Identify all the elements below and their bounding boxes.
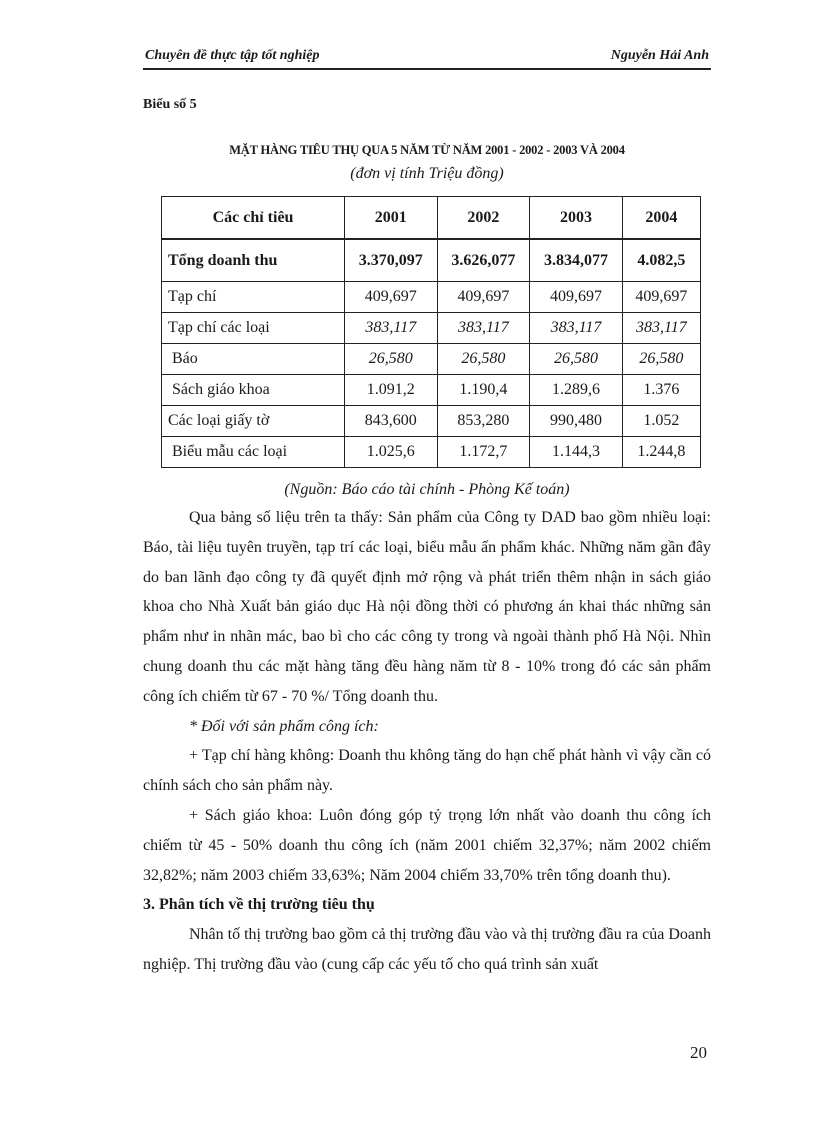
paragraph: * Đối với sản phẩm công ích:	[189, 717, 379, 735]
cell-value: 1.052	[622, 406, 700, 437]
cell-value: 26,580	[437, 344, 530, 375]
cell-value: 1.025,6	[345, 437, 438, 468]
figure-label: Biểu số 5	[143, 97, 197, 112]
cell-value: 26,580	[530, 344, 623, 375]
table-row	[162, 375, 701, 406]
row-label: Báo	[162, 344, 345, 375]
column-header: 2001	[345, 197, 438, 240]
table-row	[162, 313, 701, 344]
table-row	[162, 282, 701, 313]
cell-value: 1.289,6	[530, 375, 623, 406]
cell-value: 3.626,077	[437, 239, 530, 282]
paragraph: + Sách giáo khoa: Luôn đóng góp tỷ trọng lớn nhất vào doanh thu công ích chiếm từ 45 - 50% doanh thu công ích (năm 2001 chiếm 32,37%; năm 2002 chiếm 32,82%; năm 2003 chiếm 33,63%; Năm 2004 chiếm 33,70% trên tổng doanh thu).	[143, 806, 711, 884]
cell-value: 1.091,2	[345, 375, 438, 406]
cell-value: 383,117	[622, 313, 700, 344]
cell-value: 4.082,5	[622, 239, 700, 282]
header-title: Chuyên đề thực tập tốt nghiệp	[145, 48, 320, 63]
cell-value: 26,580	[345, 344, 438, 375]
cell-value: 383,117	[530, 313, 623, 344]
table-header-row	[162, 197, 701, 240]
table-unit: (đơn vị tính Triệu đồng)	[350, 165, 504, 182]
cell-value: 1.190,4	[437, 375, 530, 406]
section-heading: 3. Phân tích về thị trường tiêu thụ	[143, 896, 375, 914]
column-header: Các chỉ tiêu	[162, 197, 345, 240]
table-row	[162, 406, 701, 437]
column-header: 2002	[437, 197, 530, 240]
row-label: Sách giáo khoa	[162, 375, 345, 406]
column-header: 2004	[622, 197, 700, 240]
cell-value: 3.370,097	[345, 239, 438, 282]
cell-value: 26,580	[622, 344, 700, 375]
table-row	[162, 437, 701, 468]
page-header	[143, 44, 711, 70]
cell-value: 409,697	[622, 282, 700, 313]
row-label: Biểu mẫu các loại	[162, 437, 345, 468]
cell-value: 843,600	[345, 406, 438, 437]
page-number: 20	[690, 1043, 707, 1062]
paragraph: Qua bảng số liệu trên ta thấy: Sản phẩm của Công ty DAD bao gồm nhiều loại: Báo, tài liệu tuyên truyền, tạp trí các loại, biểu mẫu ấn phẩm khác. Những năm gần đây do ban lãnh đạo công ty đã quyết định mở rộng và phát triển thêm nhận in sách giáo khoa cho Nhà Xuất bản giáo dục Hà nội đồng thời có phương án khai thác những sản phẩm như in nhãn mác, bao bì cho các công ty trong và ngoài thành phố Hà Nội. Nhìn chung doanh thu các mặt hàng tăng đều hàng năm từ 8 - 10% trong đó các sản phẩm công ích chiếm từ 67 - 70 %/ Tổng doanh thu.	[143, 509, 711, 705]
table-title: MẶT HÀNG TIÊU THỤ QUA 5 NĂM TỪ NĂM 2001 - 2002 - 2003 VÀ 2004	[229, 143, 625, 157]
row-label: Tạp chí các loại	[162, 313, 345, 344]
cell-value: 1.376	[622, 375, 700, 406]
row-label: Tổng doanh thu	[162, 239, 345, 282]
cell-value: 3.834,077	[530, 239, 623, 282]
cell-value: 1.172,7	[437, 437, 530, 468]
cell-value: 990,480	[530, 406, 623, 437]
sales-table	[161, 196, 701, 468]
table-row-total	[162, 239, 701, 282]
cell-value: 409,697	[345, 282, 438, 313]
cell-value: 853,280	[437, 406, 530, 437]
body-text	[143, 503, 711, 980]
cell-value: 1.144,3	[530, 437, 623, 468]
paragraph: + Tạp chí hàng không: Doanh thu không tăng do hạn chế phát hành vì vậy cần có chính sách cho sản phẩm này.	[143, 747, 711, 795]
header-author: Nguyễn Hải Anh	[610, 48, 709, 63]
cell-value: 383,117	[345, 313, 438, 344]
cell-value: 383,117	[437, 313, 530, 344]
cell-value: 1.244,8	[622, 437, 700, 468]
row-label: Tạp chí	[162, 282, 345, 313]
row-label: Các loại giấy tờ	[162, 406, 345, 437]
column-header: 2003	[530, 197, 623, 240]
table-row	[162, 344, 701, 375]
table-source: (Nguồn: Báo cáo tài chính - Phòng Kế toán)	[284, 481, 570, 498]
cell-value: 409,697	[530, 282, 623, 313]
paragraph: Nhân tố thị trường bao gồm cả thị trường đầu vào và thị trường đầu ra của Doanh nghiệp. Thị trường đầu vào (cung cấp các yếu tố cho quá trình sản xuất	[143, 926, 711, 973]
cell-value: 409,697	[437, 282, 530, 313]
